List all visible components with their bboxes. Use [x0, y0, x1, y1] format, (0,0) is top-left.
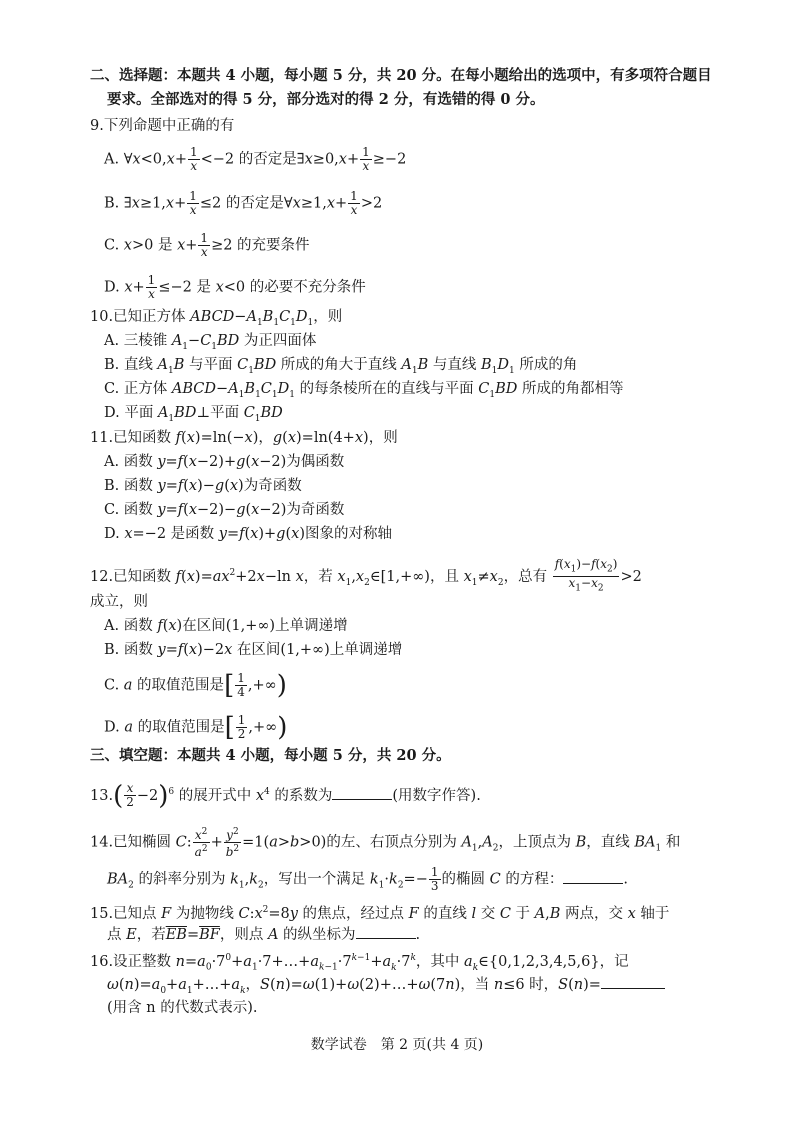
q12-stem: 12.已知函数 $f(x)=ax^2+2x-\ln$ x，若 $x_1,x_2\in[1,+\infty)$，且 $x_1\ne x_2$，总有 $\frac{f(x_1)-f(x_2)}{x_1-x_2}$ >2	[90, 557, 642, 594]
section2-heading-line1: 二、选择题：本题共 4 小题，每小题 5 分，共 20 分。在每小题给出的选项中，有多项符合题目	[90, 67, 712, 84]
q9-option-c: C. x>0 是 x+ $\frac{1}{x}$ ≥2 的充要条件	[104, 231, 310, 259]
q13-text: 13.( $\frac{x}{2}$ −2)$^6$ 的展开式中 $x^4$ 的系数为 (用数字作答).	[90, 780, 481, 811]
q15-answer-blank[interactable]	[356, 924, 416, 939]
q15-line1: 15.已知点 F 为抛物线 $C:x^2=8y$ 的焦点，经过点 F 的直线 l 交 C 于 A,B 两点，交 x 轴于	[90, 905, 670, 922]
page-footer: 数学试卷 第 2 页(共 4 页)	[310, 1037, 484, 1053]
q11-option-a: A. 函数 y=f(x−2)+g(x−2)为偶函数	[104, 454, 345, 470]
q16-line3: (用含 n 的代数式表示).	[107, 1000, 258, 1016]
q14-line1: 14.已知椭圆 C: $\frac{x^2}{a^2}$ + $\frac{y^2}{b^2}$ =1(a>b>0)的左、右顶点分别为 $A_1,A_2$，上顶点为 B，直线 $BA_1$ 和	[90, 827, 681, 859]
q12-continuation: 成立，则	[90, 594, 148, 610]
q11-option-c: C. 函数 y=f(x−2)−g(x−2)为奇函数	[104, 502, 345, 518]
q16-line1: 16.设正整数 $n=a_0\cdot 7^0+a_1\cdot 7+\dots+a_{k-1}\cdot 7^{k-1}+a_k\cdot 7^k$，其中 $a_k\in\{0,1,2,3,4,5,6\}$，记	[90, 953, 629, 973]
q16-answer-blank[interactable]	[601, 974, 665, 989]
q12-option-b: B. 函数 y=f(x)−2x 在区间(1,+∞)上单调递增	[104, 642, 403, 658]
section3-heading: 三、填空题：本题共 4 小题，每小题 5 分，共 20 分。	[90, 747, 451, 764]
q9-option-b: B. ∃x≥1,x+ $\frac{1}{x}$ ≤2 的否定是∀x≥1,x+ $\frac{1}{x}$ >2	[104, 189, 383, 217]
q12-option-c: C. a 的取值范围是[ $\frac{1}{4}$ ,+∞)	[104, 670, 287, 701]
section2-heading-line2: 要求。全部选对的得 5 分，部分选对的得 2 分，有选错的得 0 分。	[107, 91, 545, 108]
q10-option-b: B. 直线 $A_1B$ 与平面 $C_1BD$ 所成的角大于直线 $A_1B$ 与直线 $B_1D_1$ 所成的角	[104, 357, 578, 376]
q10-stem: 10.已知正方体 $ABCD-A_1B_1C_1D_1$，则	[90, 309, 343, 328]
q9-stem: 9.下列命题中正确的有	[90, 118, 235, 134]
q12-option-d: D. a 的取值范围是[ $\frac{1}{2}$ ,+∞)	[104, 712, 288, 743]
q16-line2: $\omega(n)=a_0+a_1+\dots+a_k$，S(n)=ω(1)+ω(2)+…+ω(7n)，当 n≤6 时，S(n)=	[107, 974, 665, 1001]
q9-option-a: A. ∀x<0,x+ $\frac{1}{x}$ <−2 的否定是∃x≥0,x+ $\frac{1}{x}$ ≥−2	[104, 145, 407, 173]
q14-answer-blank[interactable]	[563, 869, 623, 884]
q12-option-a: A. 函数 f(x)在区间(1,+∞)上单调递增	[104, 618, 348, 634]
q15-line2: 点 E，若$\overline{EB}=\overline{BF}$，则点 A 的纵坐标为 .	[107, 924, 420, 945]
q10-option-c: C. 正方体 $ABCD-A_1B_1C_1D_1$ 的每条棱所在的直线与平面 $C_1BD$ 所成的角都相等	[104, 381, 624, 400]
q11-stem: 11.已知函数 f(x)=ln(−x)，g(x)=ln(4+x)，则	[90, 430, 398, 446]
q14-line2: $BA_2$ 的斜率分别为 $k_1,k_2$，写出一个满足 $k_1\cdot k_2=-$ $\frac{1}{3}$ 的椭圆 C 的方程： .	[107, 865, 628, 893]
q11-option-b: B. 函数 y=f(x)−g(x)为奇函数	[104, 478, 302, 494]
q10-option-d: D. 平面 $A_1BD\perp$平面 $C_1BD$	[104, 405, 283, 424]
q9-option-d: D. x+ $\frac{1}{x}$ ≤−2 是 x<0 的必要不充分条件	[104, 273, 366, 301]
q11-option-d: D. x=−2 是函数 y=f(x)+g(x)图象的对称轴	[104, 526, 392, 542]
q13-answer-blank[interactable]	[332, 785, 392, 800]
q10-option-a: A. 三棱锥 $A_1-C_1BD$ 为正四面体	[104, 333, 317, 352]
